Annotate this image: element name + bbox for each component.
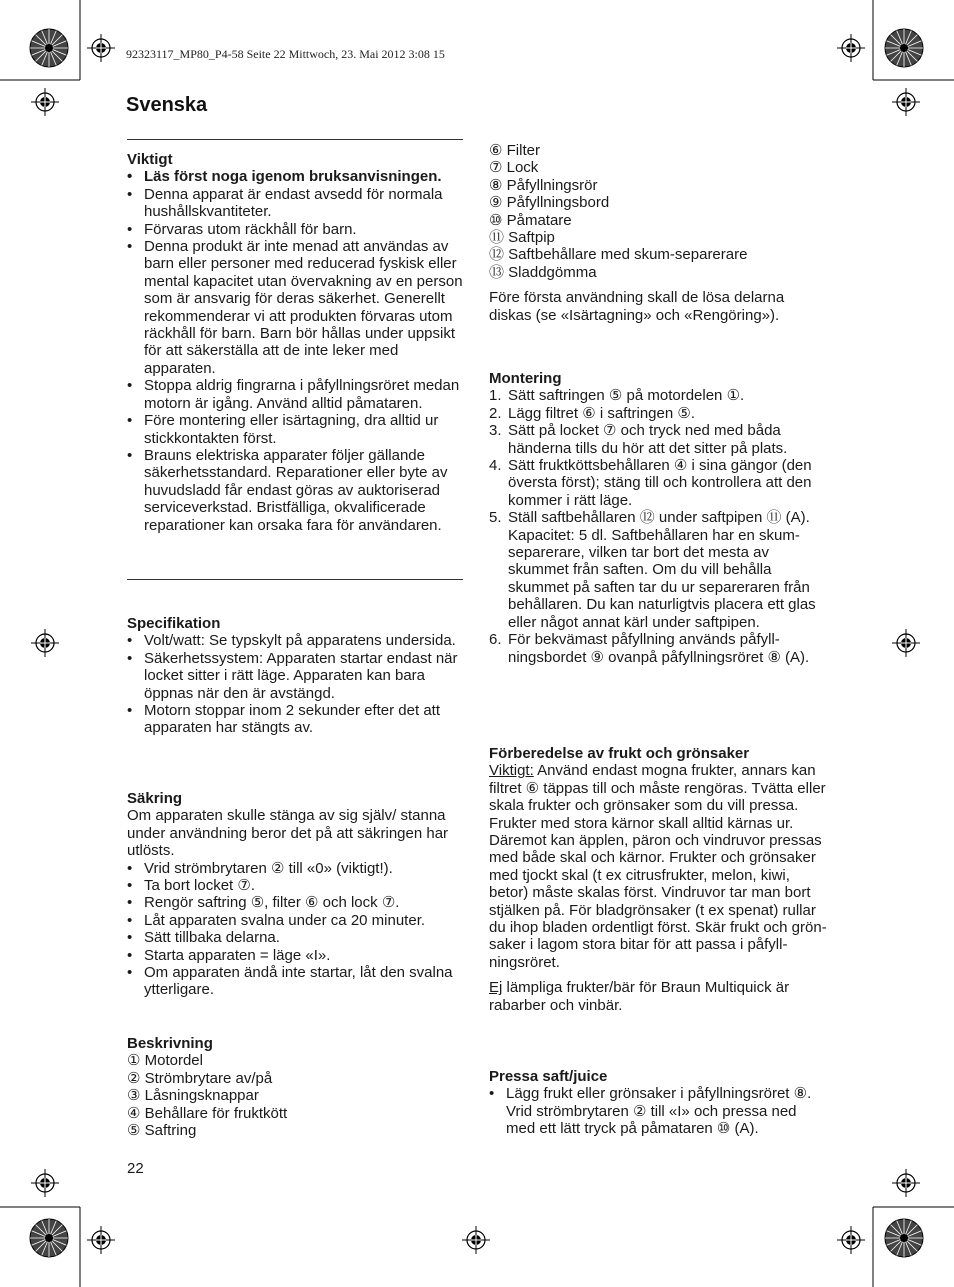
specifikation-section <box>127 615 467 737</box>
list-item <box>489 509 829 631</box>
specifikation-heading: Specifikation <box>127 615 221 632</box>
list-item: • Denna produkt är inte menad att användas av barn eller personer med reducerad fyskisk eller mental kapacitet utan övervakning av en person som är ansvarig för deras säkerhet. Generellt rekommenderar vi att produkten förvaras utom räckhåll för barn. Barn bör hållas under uppsikt för att säkerställa att de inte leker med apparaten. <box>127 238 467 377</box>
list-item: • Förvaras utom räckhåll för barn. <box>127 221 467 238</box>
step-number: 5. <box>489 509 502 527</box>
forberedelse-section <box>489 745 829 1014</box>
step-number: 3. <box>489 422 502 440</box>
page-title: Svenska <box>126 94 208 116</box>
list-item: • Säkerhetssystem: Apparaten startar endast när locket sitter i rätt läge. Apparaten kan bara öppnas när den är avstängd. <box>127 650 467 702</box>
part-item: ⑨ Påfyllningsbord <box>489 194 610 212</box>
pressa-section <box>489 1068 829 1138</box>
list-item: • Sätt tillbaka delarna. <box>127 929 467 946</box>
part-item: ⑦ Lock <box>489 159 539 177</box>
forberedelse-body: Använd endast mogna frukter, annars kan filtret ⑥ täppas till och måste rengöras. Tvätta eller skala frukter och grönsaker som du vill pressa. Frukter med stora kärnor skall alltid kärnas ur. Däremot kan äpplen, päron och vindruvor pressas med både skal och kärnor. Frukter och grönsaker med tjockt skal (t ex citrusfrukter, melon, kiwi, betor) måste skalas först. Vindruvor tar man bort stjälken på. För bladgrönsaker (t ex spenat) rullar du ihop bladen ordentligt först. Skär frukt och grön-saker i lagom stora bitar för att passa i påfyll-ningsröret. <box>489 762 827 971</box>
pressa-heading: Pressa saft/juice <box>489 1068 608 1085</box>
step-text: Sätt saftringen ⑤ på motordelen ①. <box>508 387 745 405</box>
list-item <box>489 631 829 666</box>
list-item <box>489 457 829 509</box>
sakring-intro: Om apparaten skulle stänga av sig själv/ stanna under användning beror det på att säkringen har utlösts. <box>127 807 449 860</box>
list-item: • Volt/watt: Se typskylt på apparatens undersida. <box>127 632 467 649</box>
list-item: • Starta apparaten = läge «I». <box>127 947 467 964</box>
part-item: ② Strömbrytare av/på <box>127 1069 273 1087</box>
list-item: • Låt apparaten svalna under ca 20 minuter. <box>127 912 467 929</box>
beskrivning-note: Före första användning skall de lösa delarna diskas (se «Isärtagning» och «Rengöring»). <box>489 289 785 324</box>
list-item: • Lägg frukt eller grönsaker i påfyllningsröret ⑧. Vrid strömbrytaren ② till «I» och pressa ned med ett lätt tryck på påmataren ⑩ (A). <box>489 1085 829 1137</box>
forberedelse-text <box>489 762 829 971</box>
list-item: • Rengör saftring ⑤, filter ⑥ och lock ⑦. <box>127 894 467 911</box>
step-text: Lägg filtret ⑥ i saftringen ⑤. <box>508 404 695 422</box>
step-number: 2. <box>489 404 502 422</box>
list-item: • Läs först noga igenom bruksanvisningen. <box>127 168 467 185</box>
page-number: 22 <box>127 1160 144 1177</box>
beskrivning-continued <box>489 142 829 324</box>
step-text: Sätt på locket ⑦ och tryck ned med båda händerna tills du hör att det sitter på plats. <box>508 422 788 457</box>
list-item <box>489 387 829 404</box>
sakring-heading: Säkring <box>127 790 183 807</box>
montering-section <box>489 370 829 666</box>
ej-body: lämpliga frukter/bär för Braun Multiquick är rabarber och vinbär. <box>489 979 790 1014</box>
part-item: ③ Låsningsknappar <box>127 1087 259 1105</box>
list-item: • Ta bort locket ⑦. <box>127 877 467 894</box>
part-item: ⑥ Filter <box>489 142 540 159</box>
list-item <box>489 405 829 422</box>
list-item <box>489 422 829 457</box>
viktigt-section <box>127 151 467 534</box>
list-item: • Om apparaten ändå inte startar, låt den svalna ytterligare. <box>127 964 467 999</box>
divider <box>127 579 463 580</box>
beskrivning-heading: Beskrivning <box>127 1035 213 1052</box>
divider <box>127 139 463 140</box>
part-item: ① Motordel <box>127 1052 203 1070</box>
viktigt-lead: Viktigt: <box>489 762 534 780</box>
montering-heading: Montering <box>489 370 562 387</box>
list-item: • Stoppa aldrig fingrarna i påfyllningsröret medan motorn är igång. Använd alltid påmataren. <box>127 377 467 412</box>
print-info: 92323117_MP80_P4-58 Seite 22 Mittwoch, 23. Mai 2012 3:08 15 <box>126 47 445 61</box>
step-text: Sätt fruktköttsbehållaren ④ i sina gängor (den översta först); stäng till och kontrollera att den kommer i rätt läge. <box>508 457 812 509</box>
step-number: 1. <box>489 387 502 405</box>
part-item: ⑪ Saftpip <box>489 229 555 247</box>
part-item: ④ Behållare för fruktkött <box>127 1104 288 1122</box>
step-text: Ställ saftbehållaren ⑫ under saftpipen ⑪ (A). Kapacitet: 5 dl. Saftbehållaren har en skum-separerare, vilken tar bort det mesta av skummet från saften. Om du vill behålla skummet på saften tar du ur separeraren från behållaren. Du kan naturligtvis placera ett glas eller något annat kärl under saftpipen. <box>508 509 816 631</box>
part-item: ⑬ Sladdgömma <box>489 263 597 281</box>
part-item: ⑩ Påmatare <box>489 211 572 229</box>
list-item: • Denna apparat är endast avsedd för normala hushållskvantiteter. <box>127 186 467 221</box>
list-item: • Motorn stoppar inom 2 sekunder efter det att apparaten har stängts av. <box>127 702 467 737</box>
ej-lead: Ej <box>489 979 503 997</box>
sakring-section <box>127 790 467 999</box>
forberedelse-heading: Förberedelse av frukt och grönsaker <box>489 745 750 762</box>
ej-text <box>489 979 829 1014</box>
step-number: 4. <box>489 457 502 475</box>
part-item: ⑧ Påfyllningsrör <box>489 176 598 194</box>
list-item: • Före montering eller isärtagning, dra alltid ur stickkontakten först. <box>127 412 467 447</box>
part-item: ⑤ Saftring <box>127 1122 197 1140</box>
step-text: För bekvämast påfyllning används påfyll-ningsbordet ⑨ ovanpå påfyllningsröret ⑧ (A). <box>508 631 810 666</box>
viktigt-heading: Viktigt <box>127 151 173 168</box>
beskrivning-section <box>127 1035 467 1139</box>
list-item: • Brauns elektriska apparater följer gällande säkerhetsstandard. Reparationer eller byte av huvudsladd får endast göras av auktoriserad serviceverkstad. Bristfälliga, okvalificerade reparationer kan orsaka fara för användaren. <box>127 447 467 534</box>
list-item: • Vrid strömbrytaren ② till «0» (viktigt!). <box>127 860 467 877</box>
part-item: ⑫ Saftbehållare med skum-separerare <box>489 246 748 264</box>
step-number: 6. <box>489 631 502 649</box>
